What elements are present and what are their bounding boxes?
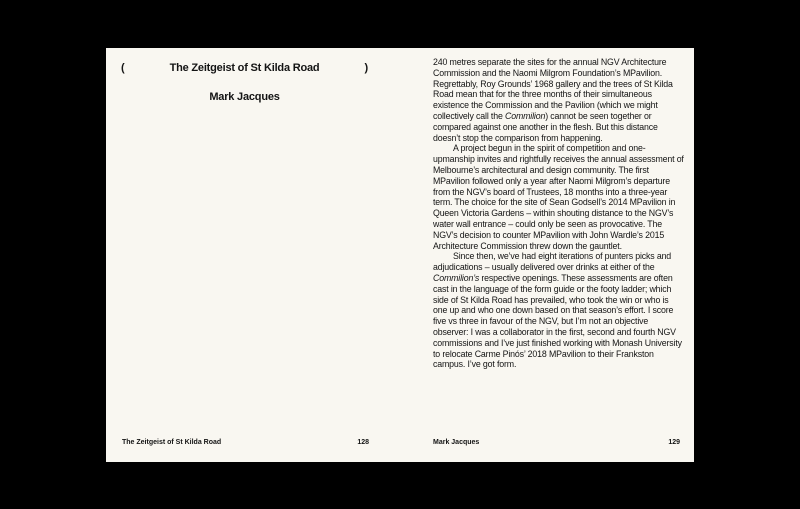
left-page-number: 128 [357, 439, 369, 446]
running-footer-author: Mark Jacques [433, 439, 480, 446]
right-page [400, 48, 694, 462]
chapter-title: The Zeitgeist of St Kilda Road [169, 62, 320, 74]
left-page-footer [122, 438, 369, 447]
paragraph: 240 metres separate the sites for the annual NGV Architecture Commission and the Naomi Milgrom Foundation’s MPavilion. Regrettably, Roy Grounds’ 1968 gallery and the trees of St Kilda Road mean that for the three months of their simultaneous existence the Commission and the Pavilion (which we might collectively call the Commilion) cannot be seen together or compared against one another in the flesh. But this distance doesn’t stop the comparison from happening. [433, 57, 673, 143]
left-page [106, 48, 400, 462]
paragraph: Since then, we’ve had eight iterations of punters picks and adjudications – usually delivered over drinks at either of the Commilion’s respective openings. These assessments are often cast in the language of the form guide or the footy ladder; which side of St Kilda Road has prevailed, who took the win or who is one up and who one down based on that season’s effort. I score five vs three in favour of the NGV, but I’m not an objective observer: I was a collaborator in the first, second and fourth NGV commissions and I’ve just finished working with Monash University to relocate Carme Pinós’ 2018 MPavilion to their Frankston campus. I’ve got form. [433, 251, 682, 370]
close-paren: ) [364, 62, 368, 74]
body-text [433, 57, 684, 370]
book-spread [106, 48, 694, 462]
open-paren: ( [121, 62, 125, 74]
running-footer-title: The Zeitgeist of St Kilda Road [122, 439, 222, 446]
right-page-number: 129 [668, 439, 680, 446]
chapter-author: Mark Jacques [209, 91, 280, 103]
right-page-footer [433, 438, 680, 447]
chapter-title-row [121, 62, 368, 75]
paragraph: A project begun in the spirit of competition and one-upmanship invites and rightfully receives the annual assessment of Melbourne’s architectural and design community. The first MPavilion followed only a year after Naomi Milgrom’s departure from the NGV’s board of Trustees, 18 months into a three-year term. The choice for the site of Sean Godsell’s 2014 MPavilion in Queen Victoria Gardens – within shouting distance to the NGV’s water wall entrance – could only be seen as provocative. The NGV’s decision to counter MPavilion with John Wardle’s 2015 Architecture Commission threw down the gauntlet. [433, 143, 684, 251]
